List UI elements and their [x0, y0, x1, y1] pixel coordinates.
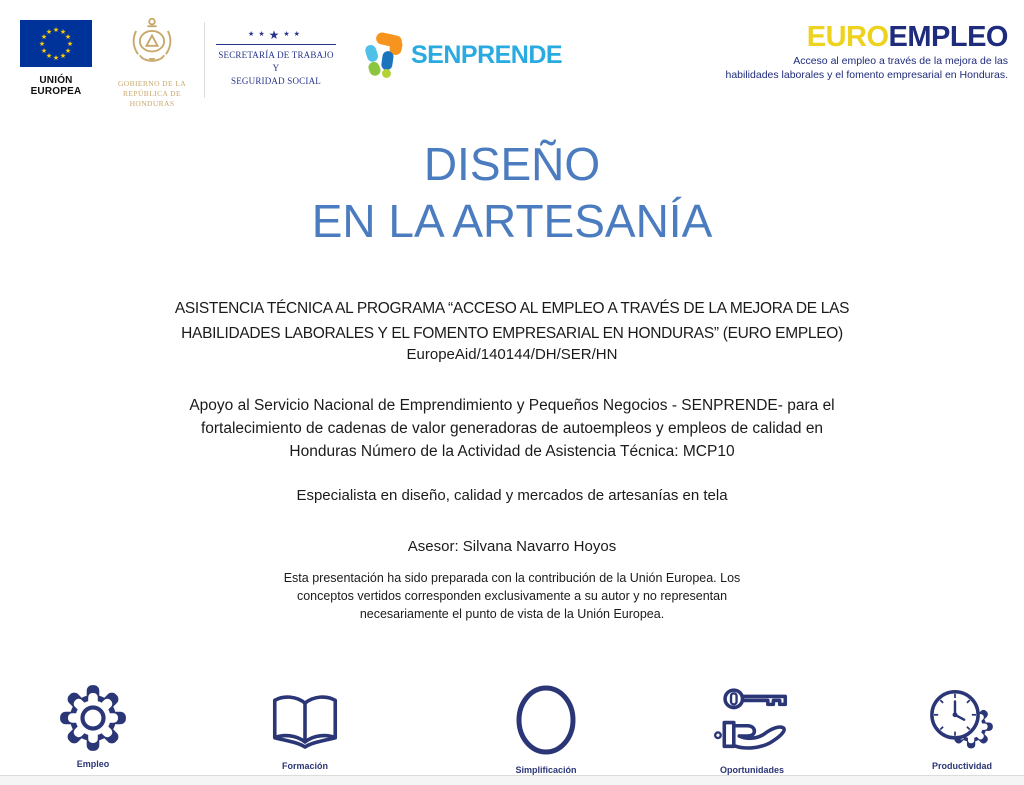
senprende-wordmark: SENPRENDE: [411, 40, 563, 69]
svg-text:★: ★: [45, 28, 53, 36]
europeaid-reference: EuropeAid/140144/DH/SER/HN: [406, 346, 618, 363]
footer-label-formacion: Formación: [281, 761, 328, 771]
svg-text:★: ★: [52, 26, 60, 34]
logo-bar: [18, 16, 1008, 106]
secretaria-trabajo-logo: [216, 28, 336, 88]
secretaria-rule: [216, 44, 336, 45]
svg-text:★: ★: [40, 33, 48, 41]
key-in-hand-icon: [711, 683, 793, 759]
footer-item-productividad: [897, 683, 1024, 771]
honduras-government-label: GOBIERNO DE LA REPÚBLICA DE HONDURAS: [117, 79, 187, 108]
svg-text:★: ★: [40, 47, 48, 55]
secretaria-label: SECRETARÍA DE TRABAJO Y SEGURIDAD SOCIAL: [218, 50, 334, 87]
footer-item-simplificacion: [481, 683, 611, 775]
euroempleo-wordmark: EUROEMPLEO: [806, 21, 1008, 53]
window-bottom-strip: [0, 775, 1024, 785]
secretaria-stars-icon: ★★★★★: [248, 28, 304, 42]
honduras-coat-of-arms-icon: [125, 16, 179, 72]
footer-item-formacion: [240, 683, 370, 771]
open-book-icon: [269, 683, 341, 755]
eu-disclaimer-text: Esta presentación ha sido preparada con la contribución de la Unión Europea. Los conceptos vertidos corresponden exclusivamente a su autor y no representan necesariamente el punto de vista de la Unión Europea.: [283, 571, 741, 621]
svg-text:★: ★: [64, 47, 72, 55]
eu-flag-label: UNIÓN EUROPEA: [30, 75, 82, 97]
svg-text:★: ★: [52, 54, 60, 62]
title-line-1: DISEÑO: [423, 138, 601, 190]
footer-label-oportunidades: Oportunidades: [719, 765, 784, 775]
euroempleo-tagline: Acceso al empleo a través de la mejora de las habilidades laborales y el fomento empresarial en Honduras.: [725, 55, 1008, 81]
program-text: ASISTENCIA TÉCNICA AL PROGRAMA “ACCESO AL EMPLEO A TRAVÉS DE LA MEJORA DE LAS HABILIDADES LABORALES Y EL FOMENTO EMPRESARIAL EN HONDURAS” (EURO EMPLEO): [174, 300, 850, 342]
svg-text:★: ★: [66, 40, 74, 48]
support-text: Apoyo al Servicio Nacional de Emprendimiento y Pequeños Negocios - SENPRENDE- para el fortalecimiento de cadenas de valor generadoras de autoempleos y empleos de calidad en Honduras Número de la Actividad de Asistencia Técnica: MCP10: [189, 397, 835, 460]
specialist-text: Especialista en diseño, calidad y mercados de artesanías en tela: [296, 487, 728, 504]
clock-gear-icon: [927, 683, 997, 755]
footer-icon-row: [0, 683, 1024, 778]
svg-text:★: ★: [64, 33, 72, 41]
euroempleo-logo: [726, 22, 1009, 82]
page-title: [0, 136, 1024, 250]
svg-text:★: ★: [59, 52, 67, 60]
svg-text:★: ★: [45, 52, 53, 60]
advisor-text: Asesor: Silvana Navarro Hoyos: [407, 538, 617, 555]
footer-item-oportunidades: [687, 683, 817, 775]
eu-flag-logo: [18, 20, 94, 97]
footer-label-empleo: Empleo: [76, 759, 110, 769]
honduras-government-logo: [104, 16, 200, 109]
gear-icon: [58, 683, 128, 753]
footer-item-empleo: [28, 683, 158, 769]
senprende-logo: [362, 30, 562, 80]
eu-flag-icon: [20, 20, 92, 67]
title-line-2: EN LA ARTESANÍA: [311, 195, 713, 247]
circle-icon: [512, 683, 580, 759]
logo-divider: [204, 22, 205, 98]
svg-text:★: ★: [38, 40, 46, 48]
svg-text:★: ★: [59, 28, 67, 36]
senprende-mark-icon: [362, 30, 408, 80]
footer-label-productividad: Productividad: [931, 761, 992, 771]
footer-label-simplificacion: Simplificación: [515, 765, 577, 775]
